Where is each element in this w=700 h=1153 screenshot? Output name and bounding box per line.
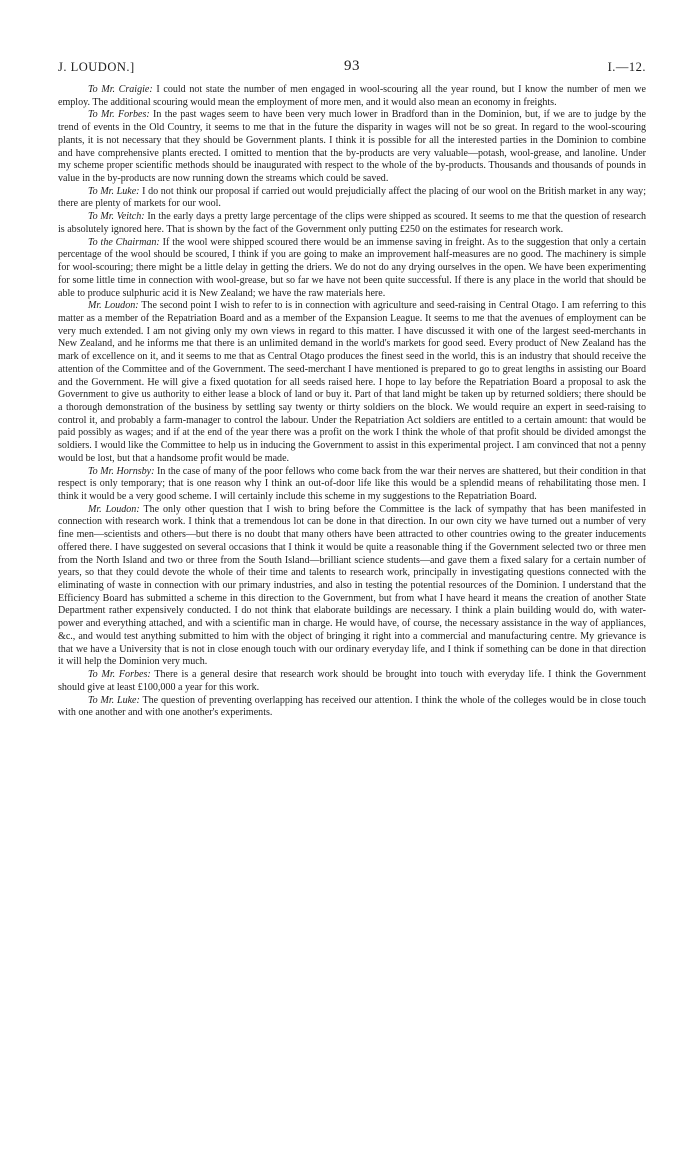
speaker-label: To Mr. Craigie: [88, 84, 153, 95]
paragraph [58, 669, 646, 694]
paragraph [58, 504, 646, 669]
paragraph-text: There is a general desire that research work should be brought into touch with everyday life. I think the Government should give at least £100,000 a year for this work. [58, 669, 646, 693]
paragraph-text: I could not state the number of men engaged in wool-scouring all the year round, but I know the number of men we employ. The additional scouring would mean the employment of more men, and it would also mean an economy in freights. [58, 84, 646, 108]
paragraph [58, 186, 646, 211]
paragraph-text: In the early days a pretty large percentage of the clips were shipped as scoured. It seems to me that the question of research is absolutely ignored here. That is shown by the fact of the Government only putting £250 on the estimates for research work. [58, 211, 646, 235]
speaker-label: Mr. Loudon: [88, 300, 139, 312]
speaker-label: To the Chairman: [88, 236, 160, 248]
paragraph [58, 695, 646, 720]
paragraph [58, 84, 646, 109]
speaker-label: To Mr. Luke: [88, 185, 140, 197]
paragraph-text: In the past wages seem to have been very much lower in Bradford than in the Dominion, but, if we are to judge by the trend of events in the Old Country, it seems to me that in the future the disparity in wages will not be so great. In regard to the wool-scouring plants, it is not necessary that they should be Government plants. I think it is possible for all the interested parties in the Dominion to combine and have comprehensive plants erected. I omitted to mention that the by-products are very valuable—potash, wool-grease, and lanoline. Under my scheme proper scientific methods should be inaugurated with respect to the whole of the by-products. Thousands and thousands of pounds in value in the by-products are now running down the streams which could be saved. [58, 109, 646, 185]
paragraph [58, 237, 646, 301]
paragraph-text: The only other question that I wish to bring before the Committee is the lack of sympathy that has been manifested in connection with research work. I think that a tremendous lot can be done in that direction. In our own city we have turned out a number of very fine men—scientists and others—but there is no doubt that many others have been attracted to other countries owing to the greater inducements offered there. I have suggested on several occasions that I think it would be quite a reasonable thing if the Government selected two or three men from the North Island and two or three from the South Island—brilliant science students—and gave them a fixed salary for a certain number of years, so that they could devote the whole of their time and talents to research work, principally in investigating questions connected with the eliminating of waste in connection with our primary industries, and also in testing the potential resources of the Dominion. I understand that the Efficiency Board has submitted a scheme in this direction to the Government, but from what I have heard it means the creation of another State Department rather expensively conducted. I do not think that elaborate buildings are necessary. I think a plain building would do, with water-power and everything attached, and with a scientific man in charge. He would have, of course, the necessary assistance in the way of appliances, &c., and would test anything submitted to him with the object of bringing it right into a commercial and manufacturing centre. My grievance is that we have a University that is not in close enough touch with our ordinary everyday life, and I think if something can be done in that direction it will help the Dominion very much. [58, 503, 646, 668]
page-number: 93 [344, 58, 360, 74]
testimony-body [58, 84, 646, 720]
running-head-left: J. LOUDON.] [58, 60, 135, 74]
speaker-label: To Mr. Forbes: [88, 109, 150, 121]
paragraph [58, 466, 646, 504]
paragraph [58, 109, 646, 185]
paragraph-text: If the wool were shipped scoured there would be an immense saving in freight. As to the suggestion that only a certain percentage of the wool should be scoured, I think if you are going to make an improvement half-measures are no good. The machinery is simple for wool-scouring; there might be a little delay in getting the driers. We do not do any drying ourselves in the open. We have been experimenting for some little time in connection with wool-grease, but so far we have not been quite successful. If there is any place in the world that should be able to produce sulphuric acid it is New Zealand; we have the raw materials here. [58, 236, 646, 299]
speaker-label: To Mr. Hornsby: [88, 465, 155, 477]
paragraph-text: The second point I wish to refer to is in connection with agriculture and seed-raising in Central Otago. I am referring to this matter as a member of the Repatriation Board and as a member of the Expansion League. It seems to me that the avenues of employment can be very much extended. I am not giving only my own views in regard to this matter. I have discussed it with one of the largest seed-merchants in New Zealand, and he informs me that there is an unlimited demand in the world's markets for good seed. Every product of New Zealand has the mark of excellence on it, and it seems to me that as Central Otago produces the finest seed in the world, this is an industry that should receive the attention of the Committee and of the Government. The seed-merchant I have mentioned is prepared to go to great lengths in assisting our Board and the Government. He will give a fixed quotation for all seeds raised here. I hope to lay before the Repatriation Board a proposal to ask the Government to give us authority to either lease a block of land or buy it. Part of that land might be taken up by returned soldiers; there should be a thorough demonstration of the business by settling say twenty or thirty soldiers on the block. We would require an expert in seed-raising to control it, and probably a farm-manager to control the labour. Under the Repatriation Act soldiers are entitled to a certain amount: that would be paid possibly as wages; and if at the end of the year there was a profit on the work I think the whole of that profit should be divided amongst the soldiers. I would like the Committee to help us in inducing the Government to assist in this experimental project. I am convinced that not a penny would be lost, but that a handsome profit would be made. [58, 300, 646, 464]
paragraph-text: The question of preventing overlapping has received our attention. I think the whole of the colleges would be in close touch with one another and with one another's experiments. [58, 694, 646, 719]
paragraph-text: In the case of many of the poor fellows who come back from the war their nerves are shattered, but their condition in that respect is only temporary; that is one reason why I think an out-of-door life like this would be a splendid means of rehabilitating those men. I think it would be a very good scheme. I will certainly include this scheme in my suggestions to the Repatriation Board. [58, 465, 646, 502]
paragraph [58, 300, 646, 465]
paragraph-text: I do not think our proposal if carried out would prejudicially affect the placing of our wool on the British market in any way; there are plenty of markets for our wool. [58, 185, 646, 210]
document-reference: I.—12. [607, 60, 646, 74]
speaker-label: To Mr. Forbes: [88, 669, 151, 681]
paragraph [58, 211, 646, 236]
speaker-label: To Mr. Veitch: [88, 211, 145, 223]
speaker-label: Mr. Loudon: [88, 503, 140, 515]
page-header [58, 58, 646, 84]
speaker-label: To Mr. Luke: [88, 694, 140, 706]
